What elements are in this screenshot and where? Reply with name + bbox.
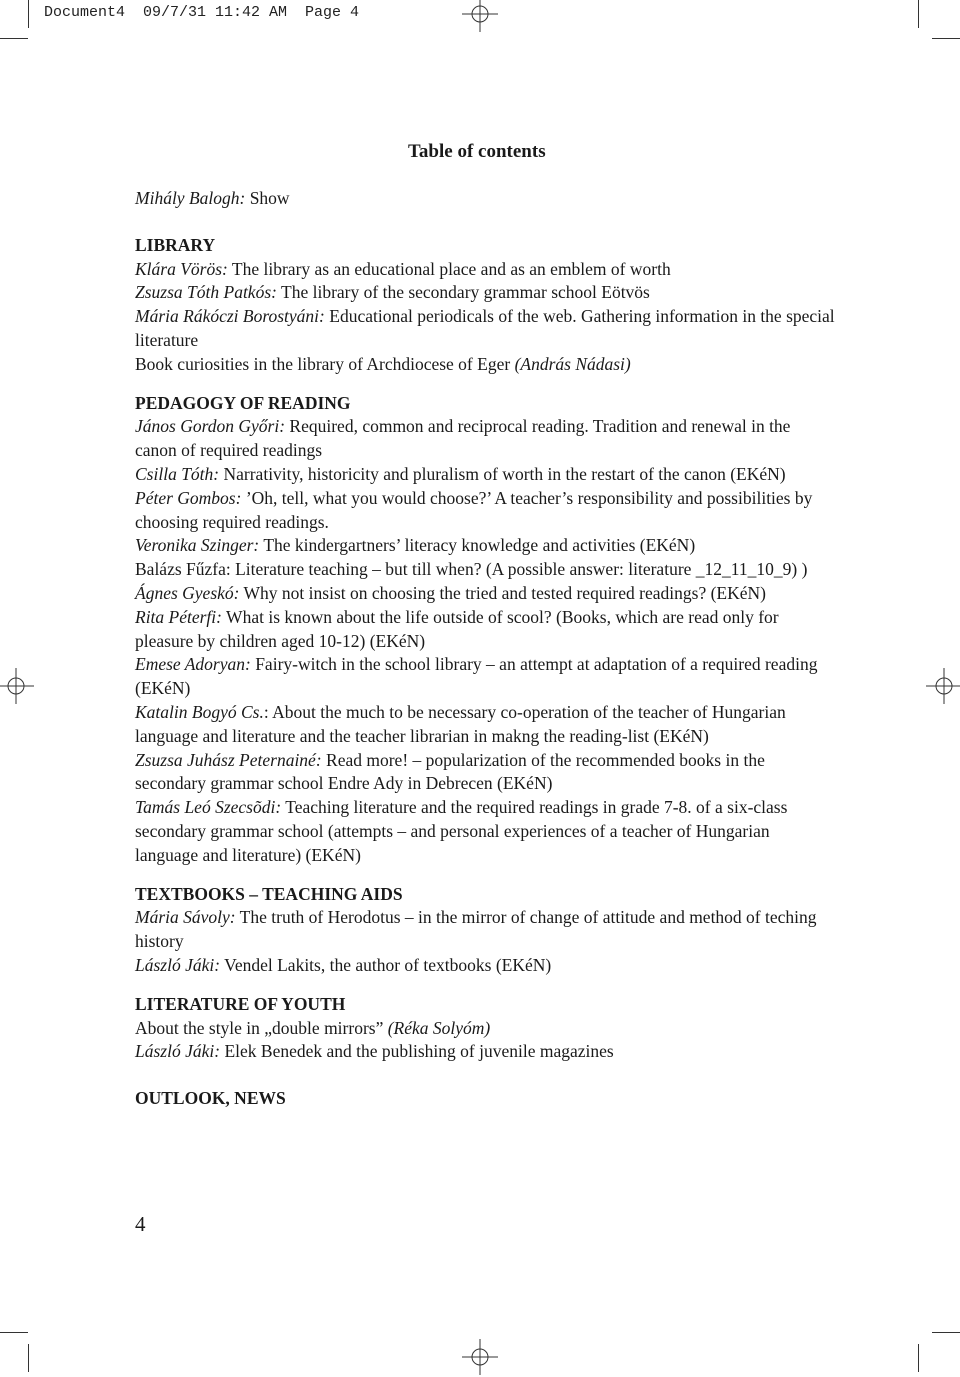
entry-text: About the style in „double mirrors” bbox=[135, 1017, 388, 1038]
printer-slug: Document4 09/7/31 11:42 AM Page 4 bbox=[44, 4, 360, 21]
entry-text: Why not insist on choosing the tried and tested required readings? (EKéN) bbox=[239, 582, 766, 603]
list-item bbox=[135, 353, 835, 377]
entry-text: Read more! – popularization of the recommended books in the secondary grammar school Endre Ady in Debrecen (EKéN) bbox=[135, 749, 765, 794]
entry-author-suffix: (Réka Solyóm) bbox=[387, 1017, 491, 1038]
list-item bbox=[135, 796, 835, 867]
entry-text: Educational periodicals of the web. Gathering information in the special literature bbox=[135, 306, 835, 350]
entry-text: Fairy-witch in the school library – an attempt at adaptation of a required reading (EKéN) bbox=[135, 654, 818, 699]
contents-body bbox=[135, 187, 835, 1111]
list-item bbox=[135, 534, 835, 558]
entry-author: László Jáki: bbox=[135, 954, 221, 975]
list-item bbox=[135, 258, 835, 282]
section-heading-textbooks: TEXTBOOKS – TEACHING AIDS bbox=[135, 883, 403, 904]
entry-author: Emese Adoryan: bbox=[135, 654, 251, 675]
entry-author-suffix: (András Nádasi) bbox=[514, 353, 631, 374]
crop-mark-bottom-left-v bbox=[28, 1344, 29, 1372]
entry-text: Vendel Lakits, the author of textbooks (EKéN) bbox=[220, 954, 552, 975]
entry-author: Zsuzsa Tóth Patkós: bbox=[135, 282, 277, 303]
list-item bbox=[135, 463, 835, 487]
list-item bbox=[135, 701, 835, 749]
crop-mark-bottom-left-h bbox=[0, 1332, 28, 1333]
entry-text: Teaching literature and the required readings in grade 7-8. of a six-class secondary grammar school (attempts – and personal experiences of a teacher of Hungarian language and literature) (EKéN) bbox=[135, 797, 788, 865]
crop-mark-top-right-h bbox=[932, 38, 960, 39]
entry-author: Katalin Bogyó Cs. bbox=[135, 701, 264, 722]
list-item bbox=[135, 906, 835, 954]
entry-text: The truth of Herodotus – in the mirror of change of attitude and method of teching history bbox=[135, 907, 817, 952]
entry-text: Elek Benedek and the publishing of juvenile magazines bbox=[220, 1041, 614, 1062]
entry-text: The library of the secondary grammar school Eötvös bbox=[276, 282, 650, 303]
crop-mark-top-right-v bbox=[918, 0, 919, 28]
entry-author: Mária Rákóczi Borostyáni: bbox=[135, 306, 325, 327]
list-item bbox=[135, 582, 835, 606]
entry-text: Required, common and reciprocal reading. Tradition and renewal in the canon of required readings bbox=[135, 416, 791, 461]
list-item bbox=[135, 653, 835, 701]
entry-text: ’Oh, tell, what you would choose?’ A teacher’s responsibility and possibilities by choosing required readings. bbox=[135, 487, 813, 532]
entry-author: Klára Vörös: bbox=[135, 258, 228, 279]
list-item bbox=[135, 1017, 835, 1041]
entry-author: László Jáki: bbox=[135, 1041, 221, 1062]
section-heading-outlook-news: OUTLOOK, NEWS bbox=[135, 1088, 286, 1109]
entry-text: Show bbox=[245, 188, 290, 208]
entry-author: Mihály Balogh: bbox=[135, 188, 246, 208]
registration-mark-bottom-icon bbox=[460, 1337, 500, 1377]
entry-text: Narrativity, historicity and pluralism of worth in the restart of the canon (EKéN) bbox=[219, 463, 786, 484]
entry-author: Ágnes Gyeskó: bbox=[135, 582, 240, 603]
page-title: Table of contents bbox=[408, 141, 546, 162]
crop-mark-bottom-right-v bbox=[918, 1344, 919, 1372]
entry-text: : About the much to be necessary co-operation of the teacher of Hungarian language and literature and the teacher librarian in makng the reading-list (EKéN) bbox=[135, 701, 786, 746]
list-item bbox=[135, 749, 835, 797]
entry-text: Balázs Fűzfa: Literature teaching – but till when? (A possible answer: literature _12_11_10_9) ) bbox=[135, 559, 808, 580]
crop-mark-bottom-right-h bbox=[932, 1332, 960, 1333]
section-heading-library: LIBRARY bbox=[135, 234, 216, 255]
entry-text: Book curiosities in the library of Archdiocese of Eger bbox=[135, 353, 515, 374]
list-item bbox=[135, 558, 835, 582]
list-item bbox=[135, 281, 835, 305]
page-number: 4 bbox=[135, 1212, 146, 1236]
entry-text: What is known about the life outside of scool? (Books, which are read only for pleasure by children aged 10-12) (EKéN) bbox=[135, 606, 779, 651]
entry-author: Tamás Leó Szecsõdi: bbox=[135, 797, 282, 818]
registration-mark-right-icon bbox=[924, 666, 960, 706]
crop-mark-top-left-h bbox=[0, 38, 28, 39]
list-item bbox=[135, 954, 835, 978]
list-item bbox=[135, 487, 835, 535]
entry-author: Zsuzsa Juhász Peternainé: bbox=[135, 749, 322, 770]
crop-mark-top-left-v bbox=[28, 0, 29, 28]
registration-mark-top-icon bbox=[460, 0, 500, 34]
list-item bbox=[135, 606, 835, 654]
entry-author: Veronika Szinger: bbox=[135, 535, 260, 556]
entry-author: János Gordon Győri: bbox=[135, 416, 286, 437]
show-entry bbox=[135, 187, 835, 211]
registration-mark-left-icon bbox=[0, 666, 36, 706]
entry-author: Mária Sávoly: bbox=[135, 907, 236, 928]
entry-author: Péter Gombos: bbox=[135, 487, 242, 508]
list-item bbox=[135, 415, 835, 463]
entry-author: Csilla Tóth: bbox=[135, 463, 220, 484]
entry-text: The kindergartners’ literacy knowledge and activities (EKéN) bbox=[259, 535, 696, 556]
entry-author: Rita Péterfi: bbox=[135, 606, 222, 627]
section-heading-literature-of-youth: LITERATURE OF YOUTH bbox=[135, 993, 346, 1014]
entry-text: The library as an educational place and as an emblem of worth bbox=[227, 258, 671, 279]
section-heading-pedagogy-of-reading: PEDAGOGY OF READING bbox=[135, 392, 351, 413]
list-item bbox=[135, 1040, 835, 1064]
list-item bbox=[135, 305, 835, 353]
